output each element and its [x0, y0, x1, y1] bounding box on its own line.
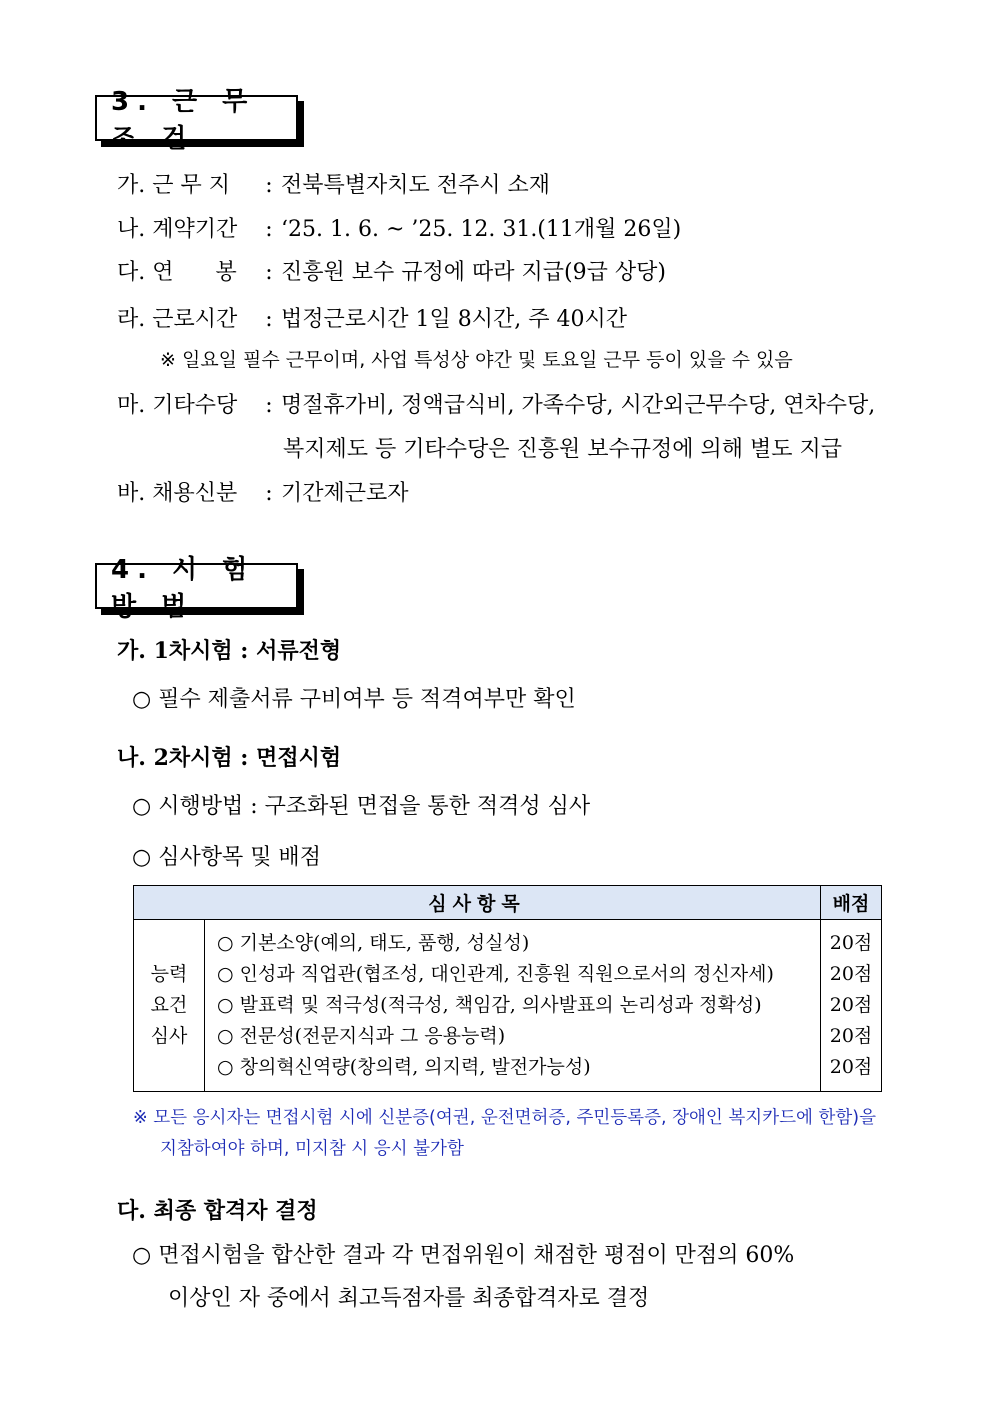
employment-type-value: 기간제근로자	[281, 481, 409, 506]
final-heading: 다. 최종 합격자 결정	[117, 1198, 318, 1224]
work-location-value: 전북특별자치도 전주시 소재	[281, 173, 551, 198]
criteria-item: ○ 기본소양(예의, 태도, 품행, 성실성)	[217, 932, 530, 954]
category-line: 심사	[150, 1025, 188, 1047]
colon: :	[265, 307, 273, 332]
first-exam-bullet: ○ 필수 제출서류 구비여부 등 적격여부만 확인	[132, 687, 576, 712]
final-line2: 이상인 자 중에서 최고득점자를 최종합격자로 결정	[168, 1286, 650, 1311]
criteria-item: ○ 전문성(전문지식과 그 응용능력)	[217, 1025, 506, 1047]
colon: :	[265, 260, 273, 285]
colon: :	[265, 217, 273, 242]
colon: :	[265, 481, 273, 506]
allowance-continuation: 복지제도 등 기타수당은 진흥원 보수규정에 의해 별도 지급	[283, 437, 843, 462]
contract-period-row	[117, 212, 681, 243]
table-header-row	[134, 886, 882, 920]
section4-title: 4. 시 험 방 법	[95, 563, 298, 609]
employment-type-row	[117, 476, 409, 507]
work-hours-label: 라. 근로시간	[117, 307, 238, 332]
criteria-item: ○ 인성과 직업관(협조성, 대인관계, 진흥원 직원으로서의 정신자세)	[217, 963, 774, 985]
criteria-score: 20점	[829, 932, 873, 954]
header-score: 배점	[821, 886, 882, 920]
criteria-score: 20점	[829, 994, 873, 1016]
second-exam-criteria: ○ 심사항목 및 배점	[132, 845, 321, 870]
second-exam-method: ○ 시행방법 : 구조화된 면접을 통한 적격성 심사	[132, 794, 591, 819]
allowance-label: 마. 기타수당	[117, 393, 238, 418]
criteria-score: 20점	[829, 963, 873, 985]
work-hours-row	[117, 302, 627, 333]
allowance-row	[117, 388, 875, 419]
work-hours-value: 법정근로시간 1일 8시간, 주 40시간	[281, 307, 627, 332]
table-row	[134, 920, 882, 1092]
items-cell	[205, 920, 821, 1092]
salary-label: 다. 연 봉	[117, 260, 237, 285]
id-notice-line1: ※ 모든 응시자는 면접시험 시에 신분증(여권, 운전면허증, 주민등록증, 장애인 복지카드에 한함)을	[133, 1108, 877, 1128]
salary-value: 진흥원 보수 규정에 따라 지급(9급 상당)	[281, 260, 666, 285]
header-items: 심사항목	[134, 886, 821, 920]
colon: :	[265, 173, 273, 198]
contract-period-value: ‘25. 1. 6. ~ ’25. 12. 31.(11개월 26일)	[281, 217, 682, 242]
work-hours-note: ※ 일요일 필수 근무이며, 사업 특성상 야간 및 토요일 근무 등이 있을 수 있음	[160, 349, 793, 371]
category-cell	[134, 920, 205, 1092]
id-notice-line2: 지참하여야 하며, 미지참 시 응시 불가함	[160, 1139, 464, 1159]
category-line: 능력	[150, 963, 188, 985]
salary-row	[117, 255, 666, 286]
second-exam-heading: 나. 2차시험 : 면접시험	[117, 745, 342, 771]
criteria-score: 20점	[829, 1056, 873, 1078]
criteria-item: ○ 발표력 및 적극성(적극성, 책임감, 의사발표의 논리성과 정확성)	[217, 994, 762, 1016]
category-line: 요건	[150, 994, 188, 1016]
evaluation-table	[133, 885, 882, 1092]
employment-type-label: 바. 채용신분	[117, 481, 238, 506]
work-location-label: 가. 근 무 지	[117, 173, 230, 198]
section3-title: 3. 근 무 조 건	[95, 95, 298, 141]
final-line1: ○ 면접시험을 합산한 결과 각 면접위원이 채점한 평점이 만점의 60%	[132, 1243, 795, 1268]
criteria-item: ○ 창의혁신역량(창의력, 의지력, 발전가능성)	[217, 1056, 591, 1078]
allowance-value: 명절휴가비, 정액급식비, 가족수당, 시간외근무수당, 연차수당,	[281, 393, 876, 418]
colon: :	[265, 393, 273, 418]
work-location-row	[117, 168, 550, 199]
criteria-score: 20점	[829, 1025, 873, 1047]
contract-period-label: 나. 계약기간	[117, 217, 238, 242]
first-exam-heading: 가. 1차시험 : 서류전형	[117, 638, 342, 664]
score-cell	[821, 920, 882, 1092]
